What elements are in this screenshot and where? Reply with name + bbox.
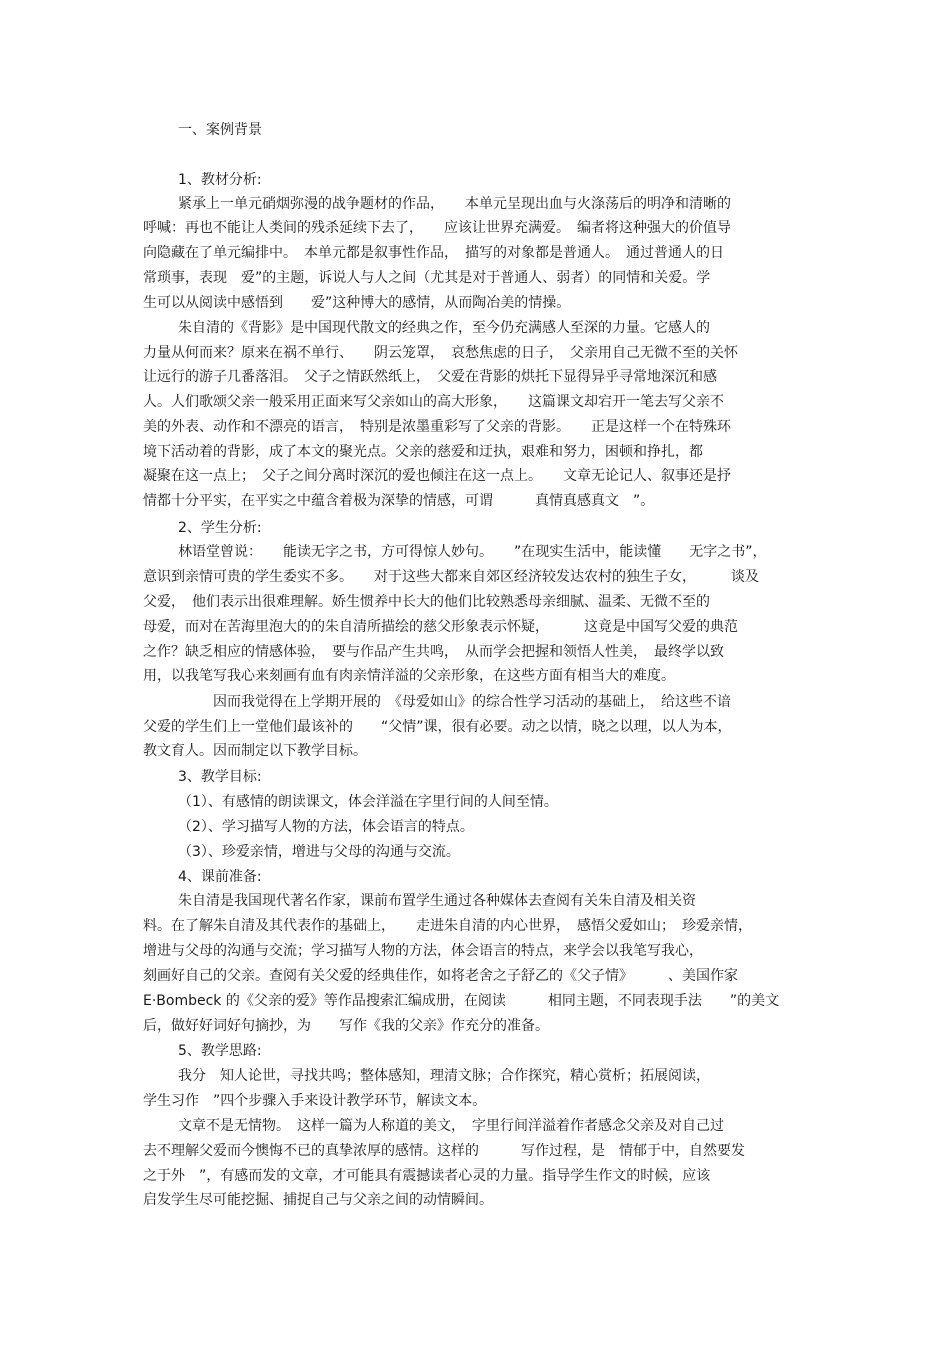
text-line: E·Bombeck 的《父亲的爱》等作品搜索汇编成册，在阅读 相同主题，不同表现手法 ”的美文 <box>143 993 780 1009</box>
section-heading: 一、案例背景 <box>178 122 262 138</box>
text-line: 凝聚在这一点上； 父子之间分离时深沉的爱也倾注在这一点上。 文章无论记人、叙事还是抒 <box>143 468 731 484</box>
text-line: 意识到亲情可贵的学生委实不多。 对于这些大都来自郊区经济较发达农村的独生子女， 谈及 <box>143 569 759 585</box>
text-line: 朱自清是我国现代著名作家，课前布置学生通过各种媒体去查阅有关朱自清及相关资 <box>178 893 696 909</box>
subsection-heading: 3、教学目标: <box>178 769 262 785</box>
text-line: 力量从何而来？原来在祸不单行、 阴云笼罩， 哀愁焦虑的日子， 父亲用自己无微不至的关怀 <box>143 345 738 361</box>
text-line: 母爱，而对在苦海里泡大的的朱自清所描绘的慈父形象表示怀疑， 这竟是中国写父爱的典范 <box>143 619 738 635</box>
text-line: 紧承上一单元硝烟弥漫的战争题材的作品， 本单元呈现出血与火涤荡后的明净和清晰的 <box>178 196 731 212</box>
text-line: 用，以我笔写我心来刻画有血有肉亲情洋溢的父亲形象，在这些方面有相当大的难度。 <box>143 668 675 684</box>
objective-item: （2）、学习描写人物的方法，体会语言的特点。 <box>178 819 474 835</box>
text-line: 增进与父母的沟通与交流；学习描写人物的方法，体会语言的特点，来学会以我笔写我心， <box>143 943 703 959</box>
subsection-heading: 4、课前准备: <box>178 869 262 885</box>
text-line: 教文育人。因而制定以下教学目标。 <box>143 743 367 759</box>
objective-item: （3）、珍爱亲情，增进与父母的沟通与交流。 <box>178 844 460 860</box>
text-line: 常琐事，表现 爱”的主题，诉说人与人之间（尤其是对于普通人、弱者）的同情和关爱。学 <box>143 270 711 286</box>
text-line: 我分 知人论世，寻找共鸣；整体感知，理清文脉；合作探究，精心赏析；拓展阅读， <box>178 1068 710 1084</box>
text-line: 让远行的游子几番落泪。 父子之情跃然纸上， 父爱在背影的烘托下显得异乎寻常地深沉和感 <box>143 369 717 385</box>
text-line: 向隐藏在了单元编排中。 本单元都是叙事性作品， 描写的对象都是普通人。 通过普通人的日 <box>143 245 724 261</box>
text-line: 学生习作 ”四个步骤入手来设计教学环节，解读文本。 <box>143 1093 487 1109</box>
objective-item: （1）、有感情的朗读课文，体会洋溢在字里行间的人间至情。 <box>178 794 558 810</box>
text-line: 生可以从阅读中感悟到 爱”这种博大的感情，从而陶冶美的情操。 <box>143 295 571 311</box>
text-line: 美的外表、动作和不漂亮的语言， 特别是浓墨重彩写了父亲的背影。 正是这样一个在特殊环 <box>143 419 731 435</box>
text-line: 父爱的学生们上一堂他们最该补的 “父情”课，很有必要。动之以情，晓之以理，以人为本， <box>143 719 732 735</box>
text-line: 之作？缺乏相应的情感体验， 要与作品产生共鸣， 从而学会把握和领悟人性美， 最终学以致 <box>143 644 724 660</box>
text-line: 启发学生尽可能挖掘、捕捉自己与父亲之间的动情瞬间。 <box>143 1192 493 1208</box>
subsection-heading: 1、教材分析: <box>178 172 262 188</box>
text-line: 料。在了解朱自清及其代表作的基础上， 走进朱自清的内心世界， 感悟父爱如山； 珍爱亲情， <box>143 918 752 934</box>
subsection-heading: 2、学生分析: <box>178 520 262 536</box>
text-line: 之于外 ”，有感而发的文章，才可能具有震撼读者心灵的力量。指导学生作文的时候，应该 <box>143 1168 711 1184</box>
text-line: 情都十分平实，在平实之中蕴含着极为深挚的情感，可谓 真情真感真文 ”。 <box>143 493 655 509</box>
text-line: 父爱， 他们表示出很难理解。娇生惯养中长大的他们比较熟悉母亲细腻、温柔、无微不至的 <box>143 594 710 610</box>
text-line: 文章不是无情物。 这样一篇为人称道的美文， 字里行间洋溢着作者感念父亲及对自己过 <box>178 1118 724 1134</box>
text-line: 刻画好自己的父亲。查阅有关父爱的经典佳作，如将老舍之子舒乙的《父子情》 、美国作家 <box>143 968 738 984</box>
text-line: 因而我觉得在上学期开展的 《母爱如山》的综合性学习活动的基础上， 给这些不谙 <box>213 694 731 710</box>
subsection-heading: 5、教学思路: <box>178 1043 262 1059</box>
text-line: 去不理解父爱而今懊悔不已的真挚浓厚的感情。这样的 写作过程，是 情郁于中，自然要发 <box>143 1143 745 1159</box>
text-line: 朱自清的《背影》是中国现代散文的经典之作，至今仍充满感人至深的力量。它感人的 <box>178 320 710 336</box>
text-line: 林语堂曾说： 能读无字之书，方可得惊人妙句。 ”在现实生活中，能读懂 无字之书”， <box>178 544 767 560</box>
text-line: 后，做好好词好句摘抄，为 写作《我的父亲》作充分的准备。 <box>143 1018 549 1034</box>
text-line: 境下活动着的背影，成了本文的聚光点。父亲的慈爱和迂执，艰难和努力，困顿和挣扎，都 <box>143 444 703 460</box>
text-line: 人。人们歌颂父亲一般采用正面来写父亲如山的高大形象， 这篇课文却宕开一笔去写父亲不 <box>143 394 724 410</box>
text-line: 呼喊：再也不能让人类间的残杀延续下去了， 应该让世界充满爱。 编者将这种强大的价值导 <box>143 220 731 236</box>
